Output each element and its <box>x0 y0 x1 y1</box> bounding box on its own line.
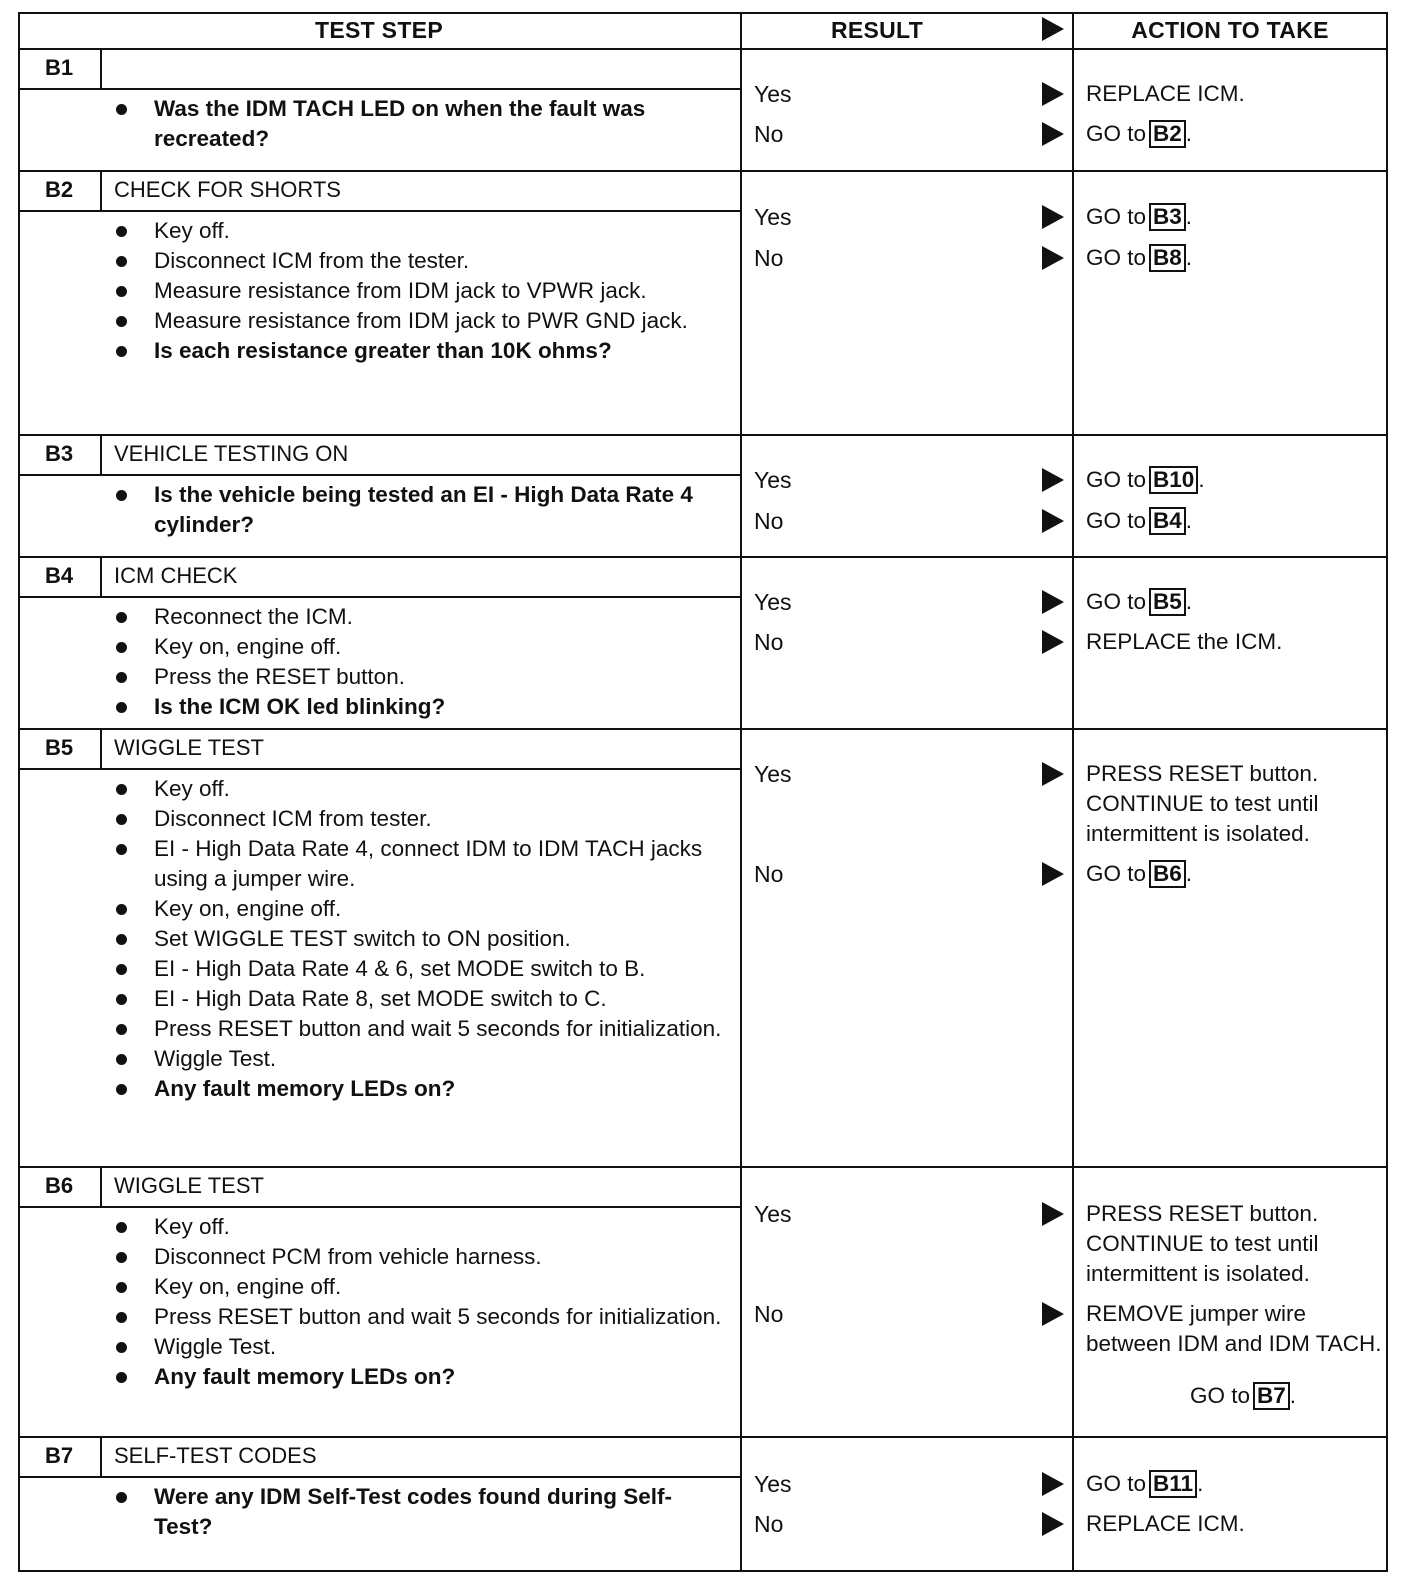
step-instruction <box>112 924 722 954</box>
action-suffix: . <box>1185 861 1193 886</box>
bullet-icon <box>116 1252 127 1263</box>
action-cell <box>1086 202 1386 232</box>
arrow-icon <box>1042 82 1064 106</box>
bullet-icon <box>116 784 127 795</box>
code-divider <box>100 1166 102 1206</box>
action-text: REMOVE jumper wire between IDM and IDM TACH. <box>1086 1301 1382 1356</box>
step-text: Wiggle Test. <box>154 1334 277 1359</box>
action-cell <box>1086 1469 1386 1499</box>
action-text: GO to <box>1086 245 1147 270</box>
result-label: Yes <box>754 467 792 493</box>
step-code: B3 <box>44 441 74 466</box>
step-code: B2 <box>44 177 74 202</box>
step-title: VEHICLE TESTING ON <box>114 441 349 466</box>
step-list <box>112 1212 722 1392</box>
action-cell <box>1086 79 1386 109</box>
step-reference-link[interactable]: B3 <box>1149 203 1186 231</box>
arrow-icon <box>1042 205 1064 229</box>
action-suffix: . <box>1289 1383 1296 1408</box>
step-text: Was the IDM TACH LED on when the fault was recreated? <box>154 96 646 151</box>
step-text: EI - High Data Rate 4 & 6, set MODE switch to B. <box>154 956 646 981</box>
action-cell <box>1086 506 1386 536</box>
result-label: Yes <box>754 589 792 615</box>
result-label: No <box>754 1301 784 1327</box>
step-instruction <box>112 954 722 984</box>
action-cell <box>1086 627 1386 657</box>
header-test-step: TEST STEP <box>315 17 443 43</box>
code-divider <box>100 1436 102 1476</box>
step-list <box>112 1482 722 1542</box>
step-code: B6 <box>44 1173 74 1198</box>
step-list <box>112 480 722 540</box>
action-text: GO to <box>1086 861 1147 886</box>
step-text: Set WIGGLE TEST switch to ON position. <box>154 926 571 951</box>
header-action: ACTION TO TAKE <box>1131 17 1329 43</box>
action-suffix: . <box>1185 204 1193 229</box>
result-label: Yes <box>754 204 792 230</box>
arrow-icon <box>1042 246 1064 270</box>
step-text: Is the ICM OK led blinking? <box>154 694 446 719</box>
step-instruction <box>112 894 722 924</box>
bullet-icon <box>116 612 127 623</box>
divider-action-column <box>1072 12 1074 1572</box>
step-text: Press the RESET button. <box>154 664 405 689</box>
action-text: PRESS RESET button. CONTINUE to test until intermittent is isolated. <box>1086 1201 1319 1286</box>
bullet-icon <box>116 1342 127 1353</box>
arrow-icon <box>1042 1302 1064 1326</box>
step-text: Is each resistance greater than 10K ohms? <box>154 338 612 363</box>
step-text: Key off. <box>154 776 230 801</box>
action-text: GO to <box>1086 204 1147 229</box>
step-instruction <box>112 834 722 894</box>
step-question <box>112 94 722 154</box>
step-instruction <box>112 984 722 1014</box>
code-divider <box>100 48 102 88</box>
action-cell <box>1086 859 1386 889</box>
title-rule <box>18 210 740 212</box>
arrow-icon <box>1042 1512 1064 1536</box>
bullet-icon <box>116 904 127 915</box>
title-rule <box>18 768 740 770</box>
step-question <box>112 336 722 366</box>
action-cell <box>1086 1509 1386 1539</box>
step-text: Were any IDM Self-Test codes found during Self-Test? <box>154 1484 672 1539</box>
action-cell <box>1086 119 1386 149</box>
action-cell <box>1086 759 1386 849</box>
step-list <box>112 216 722 366</box>
bullet-icon <box>116 702 127 713</box>
step-text: Measure resistance from IDM jack to VPWR jack. <box>154 278 647 303</box>
step-reference-link[interactable]: B4 <box>1149 507 1186 535</box>
step-reference-link[interactable]: B7 <box>1253 1382 1290 1410</box>
step-text: Any fault memory LEDs on? <box>154 1364 456 1389</box>
action-text: GO to <box>1086 467 1147 492</box>
bullet-icon <box>116 1282 127 1293</box>
action-suffix: . <box>1185 245 1193 270</box>
arrow-icon <box>1042 509 1064 533</box>
bullet-icon <box>116 346 127 357</box>
action-suffix: . <box>1197 1471 1204 1496</box>
step-list <box>112 94 722 154</box>
step-instruction <box>112 1272 722 1302</box>
action-cell <box>1086 465 1386 495</box>
step-instruction <box>112 774 722 804</box>
action-text: GO to <box>1086 1471 1147 1496</box>
action-cell <box>1086 587 1386 617</box>
action-text: GO to <box>1086 508 1147 533</box>
result-label: Yes <box>754 1201 792 1227</box>
step-text: Any fault memory LEDs on? <box>154 1076 456 1101</box>
step-text: EI - High Data Rate 8, set MODE switch to C. <box>154 986 607 1011</box>
arrow-icon <box>1042 1202 1064 1226</box>
result-label: Yes <box>754 761 792 787</box>
step-text: Disconnect ICM from the tester. <box>154 248 470 273</box>
step-instruction <box>112 632 722 662</box>
action-cell <box>1086 1299 1386 1359</box>
step-reference-link[interactable]: B2 <box>1149 120 1186 148</box>
bullet-icon <box>116 1372 127 1383</box>
step-text: Key off. <box>154 218 230 243</box>
bullet-icon <box>116 934 127 945</box>
result-label: No <box>754 121 784 147</box>
code-divider <box>100 170 102 210</box>
step-title: ICM CHECK <box>114 563 238 588</box>
step-reference-link[interactable]: B8 <box>1149 244 1186 272</box>
bullet-icon <box>116 814 127 825</box>
step-instruction <box>112 1302 722 1332</box>
bullet-icon <box>116 1024 127 1035</box>
step-instruction <box>112 1242 722 1272</box>
step-text: Press RESET button and wait 5 seconds for initialization. <box>154 1016 722 1041</box>
result-label: No <box>754 861 784 887</box>
step-text: Press RESET button and wait 5 seconds for initialization. <box>154 1304 722 1329</box>
step-reference-link[interactable]: B10 <box>1149 466 1198 494</box>
step-code: B5 <box>44 735 74 760</box>
action-text: GO to <box>1086 589 1147 614</box>
arrow-icon <box>1042 862 1064 886</box>
bullet-icon <box>116 104 127 115</box>
step-code: B4 <box>44 563 74 588</box>
step-instruction <box>112 216 722 246</box>
step-list <box>112 602 722 722</box>
step-text: Disconnect PCM from vehicle harness. <box>154 1244 542 1269</box>
title-rule <box>18 596 740 598</box>
step-title: SELF-TEST CODES <box>114 1443 317 1468</box>
action-text: GO to <box>1086 121 1147 146</box>
step-question <box>112 692 722 722</box>
header-rule <box>18 48 1388 50</box>
bullet-icon <box>116 226 127 237</box>
step-instruction <box>112 1212 722 1242</box>
step-instruction <box>112 804 722 834</box>
step-instruction <box>112 1044 722 1074</box>
code-divider <box>100 728 102 768</box>
result-label: No <box>754 508 784 534</box>
result-label: Yes <box>754 1471 792 1497</box>
action-text: GO to <box>1189 1383 1250 1408</box>
action-text: REPLACE ICM. <box>1086 1511 1245 1536</box>
step-text: Key on, engine off. <box>154 634 342 659</box>
step-text: Disconnect ICM from tester. <box>154 806 432 831</box>
action-suffix: . <box>1198 467 1205 492</box>
arrow-icon <box>1042 1472 1064 1496</box>
title-rule <box>18 474 740 476</box>
bullet-icon <box>116 256 127 267</box>
bullet-icon <box>116 672 127 683</box>
action-cell <box>1086 1199 1386 1289</box>
step-instruction <box>112 662 722 692</box>
step-question <box>112 1074 722 1104</box>
step-title: WIGGLE TEST <box>114 1173 264 1198</box>
arrow-icon <box>1042 630 1064 654</box>
title-rule <box>18 1476 740 1478</box>
step-question <box>112 1362 722 1392</box>
section-rule <box>18 1166 1388 1168</box>
step-instruction <box>112 1332 722 1362</box>
step-text: Key on, engine off. <box>154 896 342 921</box>
bullet-icon <box>116 286 127 297</box>
result-label: No <box>754 629 784 655</box>
action-suffix: . <box>1185 508 1193 533</box>
step-reference-link[interactable]: B5 <box>1149 588 1186 616</box>
bullet-icon <box>116 994 127 1005</box>
header-arrow-icon <box>1042 17 1064 41</box>
code-divider <box>100 556 102 596</box>
section-rule <box>18 434 1388 436</box>
step-instruction <box>112 276 722 306</box>
step-text: Is the vehicle being tested an EI - High Data Rate 4 cylinder? <box>154 482 693 537</box>
action-text: REPLACE ICM. <box>1086 81 1245 106</box>
action-cell <box>1086 243 1386 273</box>
arrow-icon <box>1042 468 1064 492</box>
step-reference-link[interactable]: B6 <box>1149 860 1186 888</box>
result-label: No <box>754 1511 784 1537</box>
section-rule <box>18 728 1388 730</box>
action-text: PRESS RESET button. CONTINUE to test until intermittent is isolated. <box>1086 761 1319 846</box>
result-label: Yes <box>754 81 792 107</box>
bullet-icon <box>116 844 127 855</box>
action-suffix: . <box>1185 589 1193 614</box>
step-question <box>112 1482 722 1542</box>
bullet-icon <box>116 1222 127 1233</box>
section-rule <box>18 556 1388 558</box>
step-instruction <box>112 246 722 276</box>
step-instruction <box>112 602 722 632</box>
step-list <box>112 774 722 1104</box>
action-suffix: . <box>1185 121 1193 146</box>
section-rule <box>18 170 1388 172</box>
title-rule <box>18 1206 740 1208</box>
step-text: Key off. <box>154 1214 230 1239</box>
arrow-icon <box>1042 762 1064 786</box>
code-divider <box>100 434 102 474</box>
step-text: Key on, engine off. <box>154 1274 342 1299</box>
divider-result-column <box>740 12 742 1572</box>
step-instruction <box>112 1014 722 1044</box>
step-title: WIGGLE TEST <box>114 735 264 760</box>
action-cell-extra <box>1086 1381 1296 1411</box>
result-label: No <box>754 245 784 271</box>
bullet-icon <box>116 490 127 501</box>
bullet-icon <box>116 1054 127 1065</box>
header-result: RESULT <box>830 17 924 43</box>
step-instruction <box>112 306 722 336</box>
action-text: REPLACE the ICM. <box>1086 629 1283 654</box>
section-rule <box>18 1436 1388 1438</box>
step-text: EI - High Data Rate 4, connect IDM to IDM TACH jacks using a jumper wire. <box>154 836 703 891</box>
arrow-icon <box>1042 590 1064 614</box>
bullet-icon <box>116 964 127 975</box>
step-text: Measure resistance from IDM jack to PWR GND jack. <box>154 308 688 333</box>
bullet-icon <box>116 642 127 653</box>
diagnostic-table <box>18 12 1388 1572</box>
step-code: B7 <box>44 1443 74 1468</box>
step-title: CHECK FOR SHORTS <box>114 177 341 202</box>
bullet-icon <box>116 1492 127 1503</box>
step-code: B1 <box>44 55 74 80</box>
step-question <box>112 480 722 540</box>
bullet-icon <box>116 1312 127 1323</box>
step-text: Wiggle Test. <box>154 1046 277 1071</box>
arrow-icon <box>1042 122 1064 146</box>
bullet-icon <box>116 316 127 327</box>
bullet-icon <box>116 1084 127 1095</box>
step-text: Reconnect the ICM. <box>154 604 353 629</box>
step-reference-link[interactable]: B11 <box>1149 1470 1197 1498</box>
title-rule <box>18 88 740 90</box>
